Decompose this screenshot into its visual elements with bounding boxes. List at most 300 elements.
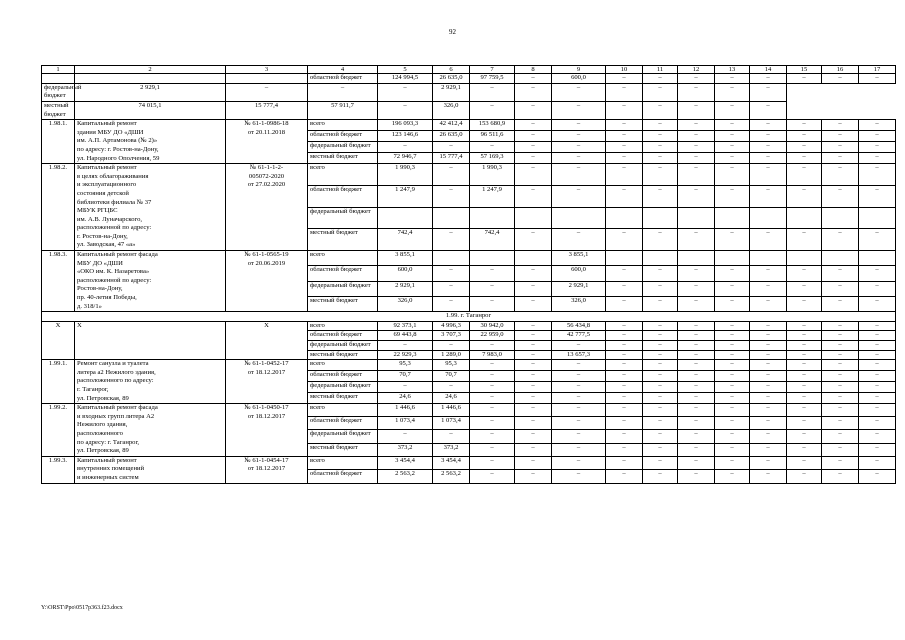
amount-cell: –	[643, 120, 678, 131]
funding-source: федеральный бюджет	[308, 142, 378, 153]
amount-cell: –	[606, 360, 643, 371]
amount-cell: 3 855,1	[378, 251, 433, 266]
amount-cell: –	[470, 382, 515, 393]
amount-cell: –	[787, 74, 822, 84]
column-number: 7	[470, 66, 515, 74]
table-row	[42, 251, 896, 266]
amount-cell: –	[859, 185, 896, 207]
amount-cell: –	[750, 164, 787, 186]
amount-cell: –	[715, 164, 750, 186]
amount-cell: 92 373,1	[378, 321, 433, 331]
amount-cell: –	[606, 443, 643, 456]
amount-cell: –	[787, 443, 822, 456]
amount-cell: –	[606, 456, 643, 469]
amount-cell: –	[552, 164, 606, 186]
funding-source: федеральный бюджет	[308, 382, 378, 393]
amount-cell: –	[678, 341, 715, 351]
amount-cell	[606, 251, 643, 266]
column-number: 8	[515, 66, 552, 74]
amount-cell: 600,0	[552, 266, 606, 281]
amount-cell: –	[433, 164, 470, 186]
amount-cell: –	[859, 120, 896, 131]
amount-cell: –	[822, 331, 859, 341]
amount-cell: –	[515, 321, 552, 331]
amount-cell: 2 563,2	[433, 470, 470, 483]
amount-cell: –	[822, 153, 859, 164]
amount-cell: –	[515, 470, 552, 483]
amount-cell: –	[470, 470, 515, 483]
amount-cell: –	[750, 430, 787, 443]
funding-source: всего	[308, 120, 378, 131]
amount-cell: –	[515, 281, 552, 296]
amount-cell: –	[606, 229, 643, 251]
amount-cell: –	[787, 456, 822, 469]
amount-cell: –	[515, 185, 552, 207]
expertise-reference: № 61-1-0454-17 от 18.12.2017	[226, 456, 308, 483]
amount-cell: –	[678, 153, 715, 164]
amount-cell: –	[859, 153, 896, 164]
amount-cell: –	[822, 371, 859, 382]
amount-cell: –	[678, 470, 715, 483]
amount-cell: –	[787, 470, 822, 483]
amount-cell: 13 657,3	[552, 350, 606, 360]
amount-cell: –	[470, 456, 515, 469]
amount-cell: –	[470, 417, 515, 430]
amount-cell: 1 247,9	[378, 185, 433, 207]
amount-cell: –	[515, 417, 552, 430]
amount-cell: –	[750, 393, 787, 404]
amount-cell: –	[822, 281, 859, 296]
amount-cell: 326,0	[552, 296, 606, 311]
amount-cell: 1 446,6	[433, 404, 470, 417]
amount-cell: –	[378, 341, 433, 351]
item-number: Х	[42, 321, 75, 359]
amount-cell: –	[643, 404, 678, 417]
amount-cell: 15 777,4	[433, 153, 470, 164]
amount-cell: –	[859, 321, 896, 331]
amount-cell: –	[750, 350, 787, 360]
amount-cell: –	[643, 470, 678, 483]
amount-cell: –	[750, 321, 787, 331]
amount-cell: –	[643, 350, 678, 360]
amount-cell: –	[643, 456, 678, 469]
table-row	[42, 404, 896, 417]
amount-cell: –	[470, 296, 515, 311]
amount-cell: –	[606, 371, 643, 382]
amount-cell: 96 511,6	[470, 131, 515, 142]
amount-cell: –	[715, 404, 750, 417]
amount-cell: –	[715, 281, 750, 296]
amount-cell: –	[678, 443, 715, 456]
amount-cell: –	[859, 281, 896, 296]
table-row	[42, 456, 896, 469]
amount-cell: –	[715, 360, 750, 371]
amount-cell: 30 942,0	[470, 321, 515, 331]
amount-cell: –	[643, 417, 678, 430]
amount-cell: –	[859, 470, 896, 483]
amount-cell: –	[859, 331, 896, 341]
amount-cell: 3 707,3	[433, 331, 470, 341]
amount-cell: –	[859, 341, 896, 351]
amount-cell: –	[552, 229, 606, 251]
amount-cell: –	[515, 101, 552, 119]
funding-source: федеральный бюджет	[308, 207, 378, 229]
column-number: 14	[750, 66, 787, 74]
amount-cell: –	[750, 331, 787, 341]
amount-cell: –	[787, 371, 822, 382]
amount-cell: –	[433, 382, 470, 393]
funding-source: всего	[308, 321, 378, 331]
amount-cell: –	[433, 142, 470, 153]
amount-cell: –	[787, 341, 822, 351]
amount-cell: –	[606, 120, 643, 131]
amount-cell	[787, 207, 822, 229]
amount-cell: –	[606, 393, 643, 404]
object-name: Капитальный ремонт фасада МБУ ДО «ДШИ «ОКО им. К. Назаретова» расположенной по адресу: Ростов-на-Дону, пр. 40-летия Победы, д. 318/1»	[75, 251, 226, 312]
amount-cell: –	[606, 153, 643, 164]
item-number: 1.99.1.	[42, 360, 75, 404]
amount-cell: –	[606, 74, 643, 84]
amount-cell: –	[552, 382, 606, 393]
amount-cell: –	[606, 417, 643, 430]
amount-cell: –	[433, 430, 470, 443]
amount-cell: –	[515, 131, 552, 142]
amount-cell: 742,4	[470, 229, 515, 251]
column-number: 13	[715, 66, 750, 74]
amount-cell: –	[678, 142, 715, 153]
amount-cell: –	[715, 417, 750, 430]
amount-cell: 1 073,4	[378, 417, 433, 430]
amount-cell: –	[715, 74, 750, 84]
amount-cell: –	[515, 229, 552, 251]
amount-cell: –	[643, 382, 678, 393]
amount-cell: –	[433, 229, 470, 251]
amount-cell: 42 412,4	[433, 120, 470, 131]
amount-cell: 26 635,0	[433, 74, 470, 84]
object-name: Капитальный ремонт фасада и входных групп литера А2 Нежилого здания, расположенного по адресу: г. Таганрог, ул. Петровская, 89	[75, 404, 226, 457]
expertise-reference: Х	[226, 321, 308, 359]
amount-cell: –	[606, 331, 643, 341]
amount-cell: 2 929,1	[433, 83, 470, 101]
amount-cell: –	[552, 83, 606, 101]
amount-cell: –	[515, 382, 552, 393]
amount-cell: 1 073,4	[433, 417, 470, 430]
amount-cell: –	[606, 281, 643, 296]
column-number: 15	[787, 66, 822, 74]
amount-cell: –	[787, 229, 822, 251]
amount-cell: 742,4	[378, 229, 433, 251]
amount-cell: 326,0	[378, 296, 433, 311]
amount-cell: –	[515, 142, 552, 153]
amount-cell	[750, 207, 787, 229]
amount-cell: 22 959,0	[470, 331, 515, 341]
file-path-footer: Y:\ORST\Ppo\0517p363.f23.docx	[41, 605, 123, 611]
amount-cell: –	[715, 456, 750, 469]
amount-cell: –	[750, 101, 787, 119]
amount-cell: –	[822, 404, 859, 417]
amount-cell: –	[822, 430, 859, 443]
amount-cell	[470, 207, 515, 229]
amount-cell: 1 289,0	[433, 350, 470, 360]
amount-cell: –	[822, 382, 859, 393]
column-number: 10	[606, 66, 643, 74]
amount-cell: –	[470, 404, 515, 417]
amount-cell: –	[859, 417, 896, 430]
amount-cell: 123 146,6	[378, 131, 433, 142]
column-number: 5	[378, 66, 433, 74]
amount-cell: –	[715, 321, 750, 331]
funding-source: областной бюджет	[308, 74, 378, 84]
amount-cell: –	[606, 83, 643, 101]
amount-cell: –	[822, 74, 859, 84]
funding-source: федеральный бюджет	[308, 341, 378, 351]
amount-cell: –	[859, 164, 896, 186]
funding-source: всего	[308, 456, 378, 469]
amount-cell: –	[643, 443, 678, 456]
amount-cell: 373,2	[433, 443, 470, 456]
amount-cell: –	[552, 142, 606, 153]
amount-cell: –	[606, 470, 643, 483]
amount-cell: –	[552, 101, 606, 119]
amount-cell: 3 855,1	[552, 251, 606, 266]
amount-cell: –	[515, 74, 552, 84]
amount-cell	[552, 207, 606, 229]
amount-cell: –	[678, 331, 715, 341]
amount-cell: –	[859, 404, 896, 417]
amount-cell: –	[822, 393, 859, 404]
amount-cell: –	[787, 296, 822, 311]
amount-cell: –	[470, 371, 515, 382]
amount-cell: 15 777,4	[226, 101, 308, 119]
amount-cell: –	[715, 83, 750, 101]
amount-cell: –	[859, 393, 896, 404]
table-row	[42, 74, 896, 84]
column-number: 6	[433, 66, 470, 74]
amount-cell: –	[822, 296, 859, 311]
amount-cell: –	[715, 120, 750, 131]
amount-cell: –	[470, 393, 515, 404]
amount-cell: –	[606, 266, 643, 281]
amount-cell: –	[606, 404, 643, 417]
amount-cell: –	[715, 350, 750, 360]
amount-cell: –	[515, 341, 552, 351]
amount-cell: –	[643, 74, 678, 84]
expertise-reference: № 61-1-1-2- 005072-2020 от 27.02.2020	[226, 164, 308, 251]
amount-cell	[515, 207, 552, 229]
amount-cell: –	[859, 266, 896, 281]
amount-cell: –	[643, 229, 678, 251]
section-row	[42, 312, 896, 322]
amount-cell: 373,2	[378, 443, 433, 456]
amount-cell: –	[859, 456, 896, 469]
funding-source: местный бюджет	[308, 443, 378, 456]
amount-cell: –	[678, 417, 715, 430]
object-name: Капитальный ремонт в целях облагораживания и эксплуатационного состояния детской библиотеки филиала № 37 МБУК РГЦБС им. А.В. Луначарского, расположенной по адресу: г. Ростов-на-Дону, ул. Заводская, 47 «а»	[75, 164, 226, 251]
amount-cell: 56 434,8	[552, 321, 606, 331]
amount-cell: –	[787, 281, 822, 296]
amount-cell: –	[822, 360, 859, 371]
amount-cell: 600,0	[378, 266, 433, 281]
amount-cell: –	[822, 443, 859, 456]
funding-source: областной бюджет	[308, 131, 378, 142]
amount-cell: –	[822, 120, 859, 131]
column-number: 11	[643, 66, 678, 74]
funding-source: областной бюджет	[308, 417, 378, 430]
amount-cell: 124 994,5	[378, 74, 433, 84]
amount-cell: –	[750, 443, 787, 456]
funding-source: федеральный бюджет	[42, 83, 75, 101]
amount-cell: –	[606, 101, 643, 119]
amount-cell: –	[859, 296, 896, 311]
amount-cell: –	[678, 131, 715, 142]
amount-cell: –	[715, 153, 750, 164]
amount-cell: –	[606, 142, 643, 153]
amount-cell	[678, 251, 715, 266]
amount-cell	[822, 251, 859, 266]
page-number: 92	[449, 28, 456, 36]
amount-cell: –	[787, 164, 822, 186]
amount-cell	[715, 207, 750, 229]
amount-cell: –	[750, 131, 787, 142]
amount-cell: –	[750, 341, 787, 351]
amount-cell: 24,6	[378, 393, 433, 404]
amount-cell: –	[678, 393, 715, 404]
amount-cell: –	[715, 470, 750, 483]
amount-cell: –	[308, 83, 378, 101]
amount-cell: –	[715, 185, 750, 207]
item-number	[42, 74, 75, 84]
amount-cell: –	[643, 153, 678, 164]
amount-cell: 600,0	[552, 74, 606, 84]
amount-cell: –	[750, 153, 787, 164]
amount-cell: –	[822, 164, 859, 186]
amount-cell: –	[822, 341, 859, 351]
amount-cell: –	[552, 417, 606, 430]
item-number: 1.98.1.	[42, 120, 75, 164]
amount-cell: 3 454,4	[378, 456, 433, 469]
expertise-reference: № 61-1-0452-17 от 18.12.2017	[226, 360, 308, 404]
amount-cell: 57 169,3	[470, 153, 515, 164]
amount-cell: –	[822, 229, 859, 251]
amount-cell: –	[678, 382, 715, 393]
amount-cell: –	[433, 185, 470, 207]
column-number: 16	[822, 66, 859, 74]
funding-source: всего	[308, 164, 378, 186]
column-number: 4	[308, 66, 378, 74]
amount-cell	[433, 251, 470, 266]
amount-cell: –	[715, 331, 750, 341]
amount-cell: 153 680,9	[470, 120, 515, 131]
amount-cell: –	[787, 360, 822, 371]
amount-cell: –	[606, 131, 643, 142]
amount-cell: –	[750, 185, 787, 207]
amount-cell: –	[750, 470, 787, 483]
amount-cell: –	[715, 430, 750, 443]
amount-cell: –	[859, 350, 896, 360]
amount-cell: –	[750, 456, 787, 469]
section-title: 1.99. г. Таганрог	[42, 312, 896, 322]
amount-cell: –	[515, 393, 552, 404]
amount-cell: –	[643, 360, 678, 371]
amount-cell: –	[515, 331, 552, 341]
amount-cell: –	[678, 229, 715, 251]
column-number: 12	[678, 66, 715, 74]
amount-cell: –	[470, 142, 515, 153]
amount-cell: –	[787, 404, 822, 417]
amount-cell: –	[470, 341, 515, 351]
amount-cell: 24,6	[433, 393, 470, 404]
amount-cell: –	[678, 185, 715, 207]
amount-cell: –	[859, 229, 896, 251]
funding-source: федеральный бюджет	[308, 430, 378, 443]
amount-cell: –	[822, 456, 859, 469]
amount-cell: –	[643, 164, 678, 186]
amount-cell: –	[552, 185, 606, 207]
funding-source: местный бюджет	[308, 393, 378, 404]
amount-cell: –	[643, 281, 678, 296]
amount-cell: –	[643, 393, 678, 404]
amount-cell: –	[678, 281, 715, 296]
funding-source: всего	[308, 251, 378, 266]
amount-cell: –	[515, 360, 552, 371]
amount-cell	[787, 251, 822, 266]
amount-cell: –	[822, 131, 859, 142]
funding-source: федеральный бюджет	[308, 281, 378, 296]
amount-cell: –	[787, 266, 822, 281]
amount-cell	[470, 251, 515, 266]
amount-cell: –	[822, 142, 859, 153]
amount-cell: –	[678, 83, 715, 101]
amount-cell: –	[552, 393, 606, 404]
amount-cell: –	[552, 131, 606, 142]
amount-cell: –	[552, 470, 606, 483]
amount-cell: 72 946,7	[378, 153, 433, 164]
amount-cell: –	[678, 321, 715, 331]
amount-cell: 4 996,3	[433, 321, 470, 331]
amount-cell: –	[552, 341, 606, 351]
amount-cell: –	[515, 164, 552, 186]
amount-cell: –	[750, 382, 787, 393]
amount-cell: –	[787, 185, 822, 207]
amount-cell: –	[515, 350, 552, 360]
table-body	[42, 66, 896, 484]
funding-source: областной бюджет	[308, 470, 378, 483]
amount-cell: –	[643, 296, 678, 311]
amount-cell: –	[643, 266, 678, 281]
object-name: Капитальный ремонт здания МБУ ДО «ДШИ им. А.П. Артамонова (№ 2)» по адресу: г. Ростов-на-Дону, ул. Народного Ополчения, 59	[75, 120, 226, 164]
amount-cell: –	[643, 430, 678, 443]
amount-cell: –	[859, 360, 896, 371]
amount-cell: –	[822, 266, 859, 281]
amount-cell: –	[822, 417, 859, 430]
amount-cell: –	[787, 393, 822, 404]
amount-cell: –	[515, 404, 552, 417]
amount-cell: –	[643, 142, 678, 153]
funding-source: местный бюджет	[42, 101, 75, 119]
amount-cell: –	[433, 296, 470, 311]
amount-cell: –	[750, 120, 787, 131]
amount-cell: –	[470, 266, 515, 281]
amount-cell: –	[515, 120, 552, 131]
item-number: 1.98.3.	[42, 251, 75, 312]
amount-cell: –	[606, 350, 643, 360]
table-row	[42, 164, 896, 186]
amount-cell: –	[552, 371, 606, 382]
amount-cell: –	[643, 101, 678, 119]
amount-cell: –	[515, 296, 552, 311]
funding-source: местный бюджет	[308, 350, 378, 360]
amount-cell: –	[470, 360, 515, 371]
